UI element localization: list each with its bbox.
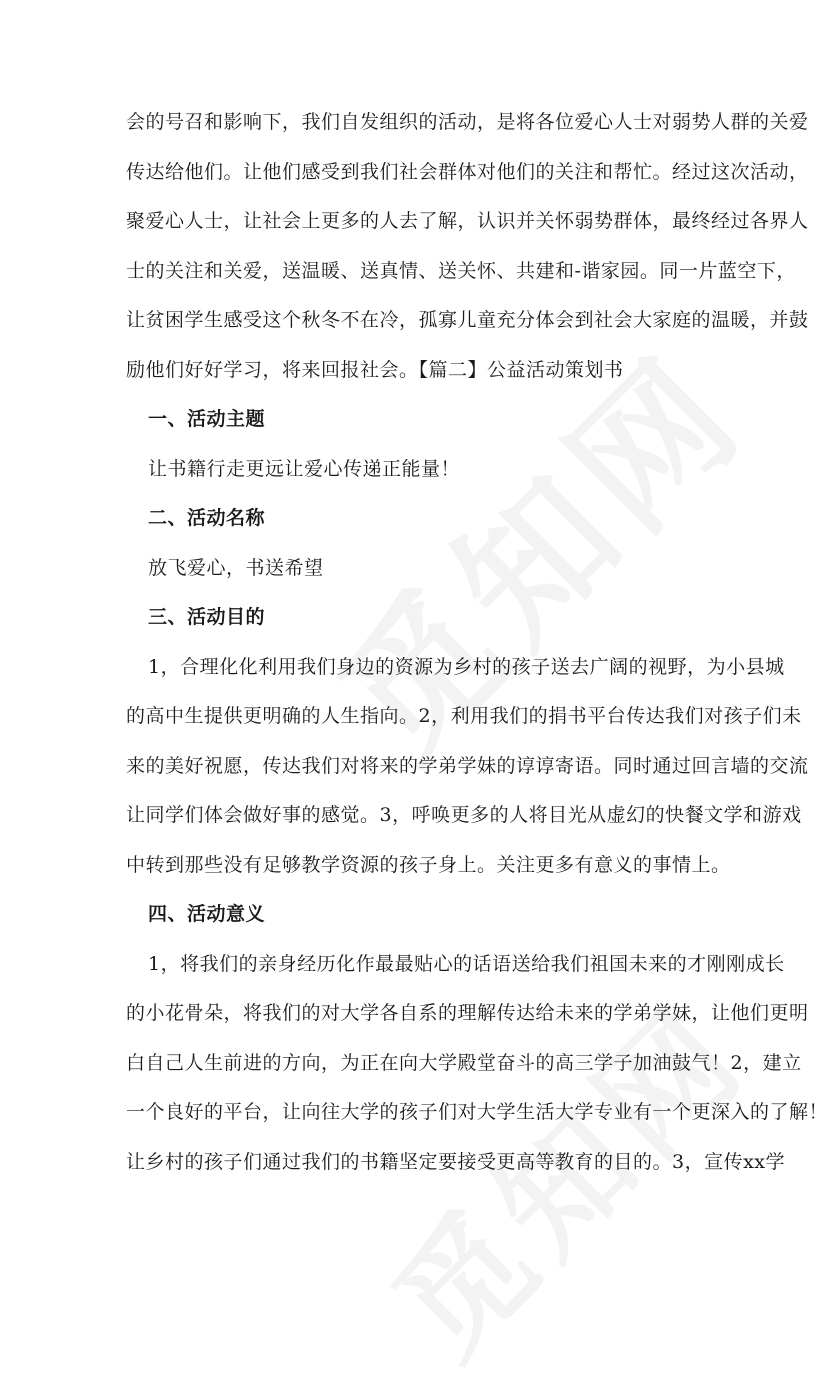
paragraph-line: 1，合理化化利用我们身边的资源为乡村的孩子送去广阔的视野，为小县城: [148, 655, 785, 678]
section-heading-significance: 四、活动意义: [148, 903, 266, 925]
paragraph-line: 会的号召和影响下，我们自发组织的活动，是将各位爱心人士对弱势人群的关爱: [126, 111, 809, 133]
paragraph-line: 士的关注和关爱，送温暖、送真情、送关怀、共建和-谐家园。同一片蓝空下，: [126, 259, 796, 282]
paragraph-line: 放飞爱心，书送希望: [148, 556, 324, 579]
paragraph-line: 让书籍行走更远让爱心传递正能量！: [148, 457, 461, 480]
paragraph-line: 聚爱心人士，让社会上更多的人去了解，认识并关怀弱势群体，最终经过各界人: [126, 210, 809, 232]
document-body: [126, 98, 829, 1187]
paragraph-line: 中转到那些没有足够教学资源的孩子身上。关注更多有意义的事情上。: [126, 853, 731, 876]
section-heading-name: 二、活动名称: [148, 507, 266, 529]
paragraph-line: 让贫困学生感受这个秋冬不在冷，孤寡儿童充分体会到社会大家庭的温暖，并鼓: [126, 309, 809, 331]
paragraph-line: 励他们好好学习，将来回报社会。【篇二】公益活动策划书: [126, 358, 624, 381]
paragraph-line: 一个良好的平台，让向往大学的孩子们对大学生活大学专业有一个更深入的了解！: [126, 1101, 829, 1123]
paragraph-line: 1，将我们的亲身经历化作最最贴心的话语送给我们祖国未来的才刚刚成长: [148, 952, 785, 975]
paragraph-line: 的小花骨朵，将我们的对大学各自系的理解传达给未来的学弟学妹，让他们更明: [126, 1002, 809, 1024]
paragraph-line: 来的美好祝愿，传达我们对将来的学弟学妹的谆谆寄语。同时通过回言墙的交流: [126, 754, 809, 777]
paragraph-line: 的高中生提供更明确的人生指向。2，利用我们的捐书平台传达我们对孩子们未: [126, 705, 802, 727]
paragraph-line: 让同学们体会做好事的感觉。3，呼唤更多的人将目光从虚幻的快餐文学和游戏: [126, 804, 802, 826]
section-heading-theme: 一、活动主题: [148, 408, 266, 430]
section-heading-purpose: 三、活动目的: [148, 606, 266, 628]
paragraph-line: 传达给他们。让他们感受到我们社会群体对他们的关注和帮忙。经过这次活动，: [126, 160, 809, 183]
paragraph-line: 白自己人生前进的方向，为正在向大学殿堂奋斗的高三学子加油鼓气！2，建立: [126, 1051, 802, 1074]
paragraph-line: 让乡村的孩子们通过我们的书籍坚定要接受更高等教育的目的。3，宣传xx学: [126, 1150, 786, 1173]
